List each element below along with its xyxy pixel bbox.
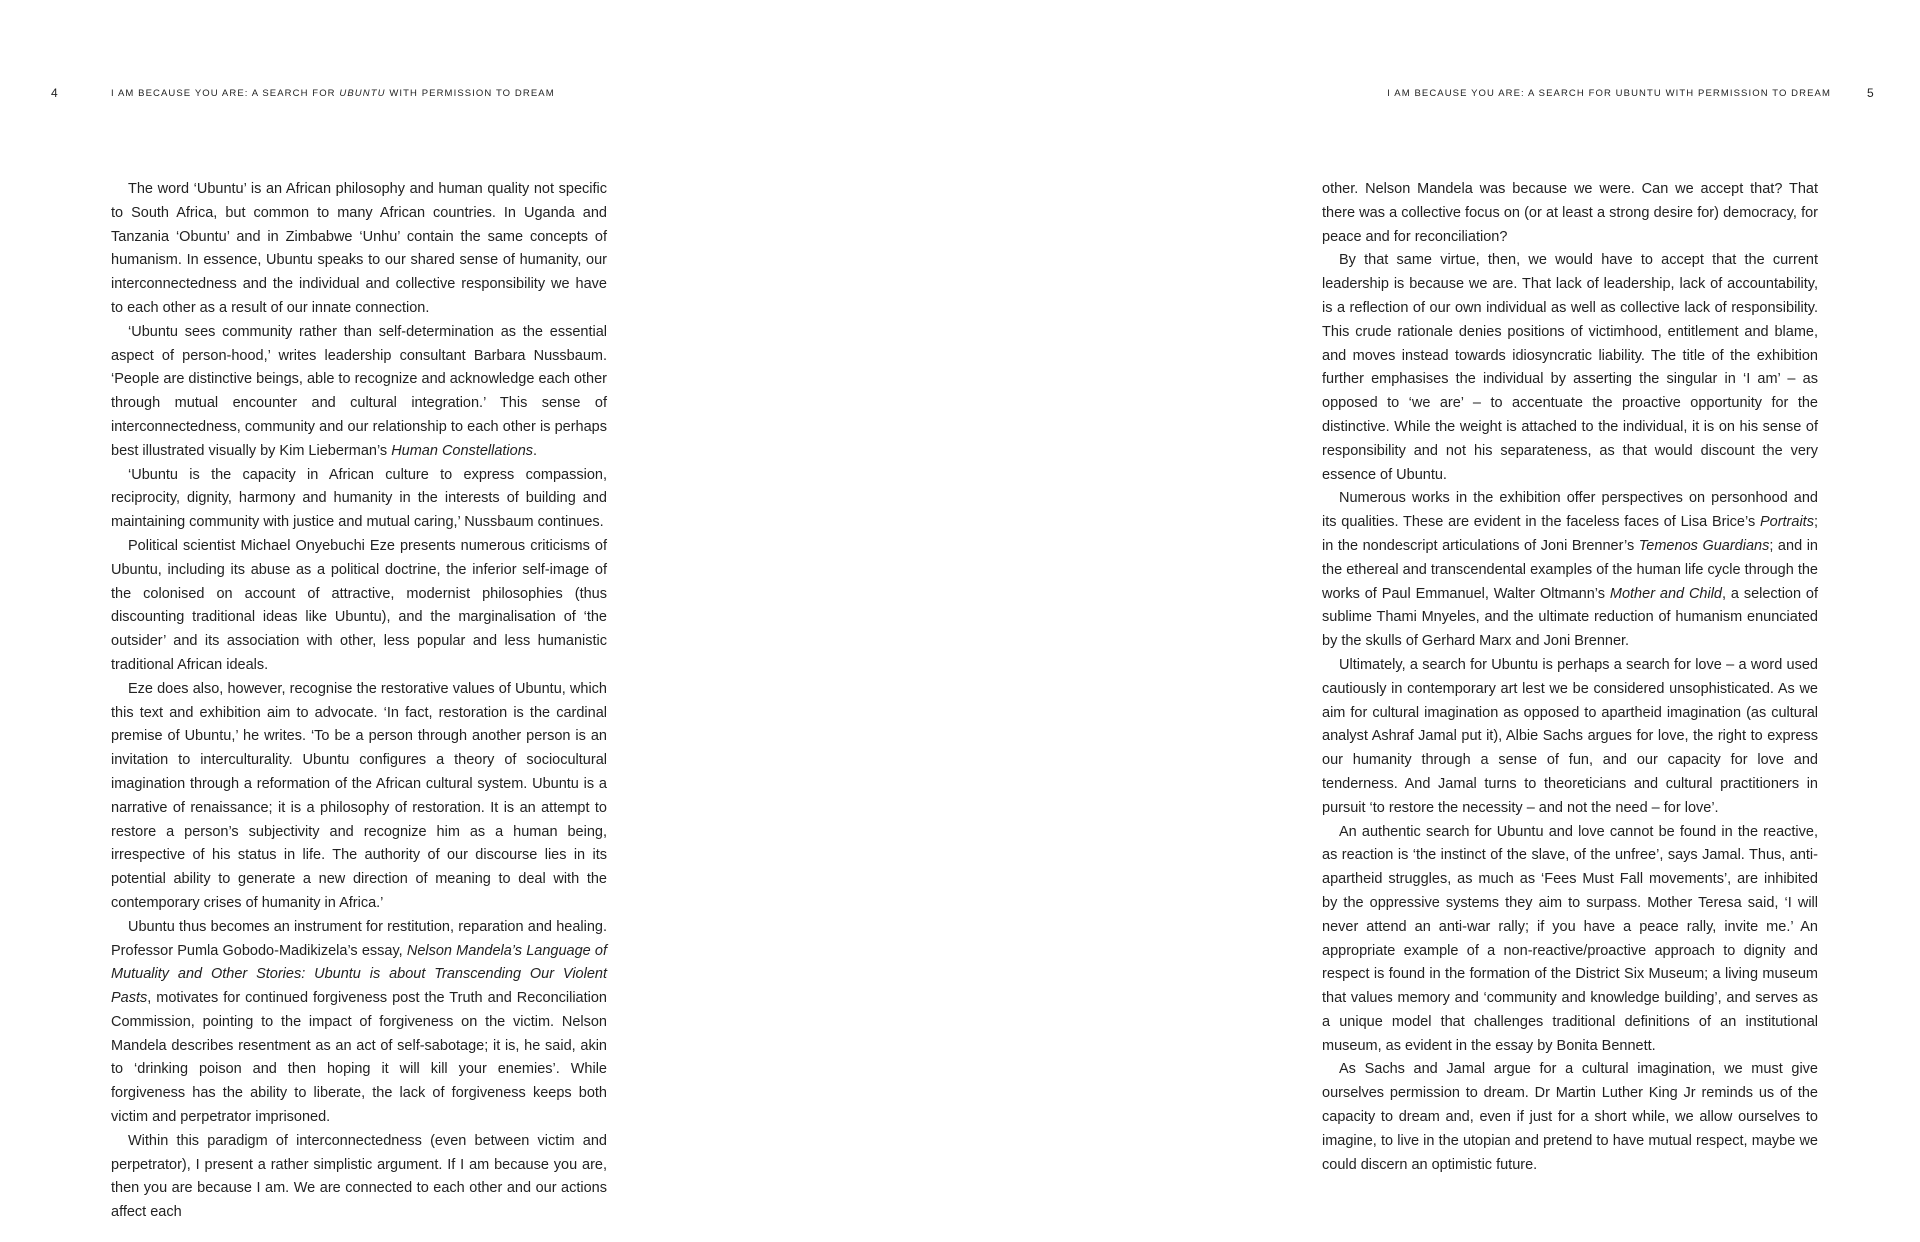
running-head-prefix: I AM BECAUSE YOU ARE: A SEARCH FOR	[111, 88, 340, 99]
page-number: 4	[51, 86, 59, 100]
paragraph: An authentic search for Ubuntu and love cannot be found in the reactive, as reaction is ‘the instinct of the slave, of the unfree’, says Jamal. Thus, anti-apartheid struggles, as much as ‘Fees Must Fall movements’, are inhibited by the oppressive systems they aim to surpass. Mother Teresa said, ‘I will never attend an anti-war rally; if you have a peace rally, invite me.’ An appropriate example of a non-reactive/proactive approach to dignity and respect is found in the formation of the District Six Museum; a living museum that values memory and ‘community and knowledge building’, and serves as a unique model that challenges traditional definitions of an institutional museum, as evident in the essay by Bonita Bennett.	[1322, 823, 1818, 1054]
paragraph: As Sachs and Jamal argue for a cultural imagination, we must give ourselves permission to dream. Dr Martin Luther King Jr reminds us of the capacity to dream and, even if just for a short while, we allow ourselves to imagine, to live in the utopian and pretend to have mutual respect, maybe we could discern an optimistic future.	[1322, 1061, 1818, 1173]
paragraph: By that same virtue, then, we would have to accept that the current leadership is because we are. That lack of leadership, lack of accountability, is a reflection of our own individual as well as collective lack of responsibility. This crude rationale denies positions of victimhood, entitlement and blame, and moves instead towards idiosyncratic liability. The title of the exhibition further emphasises the individual by asserting the singular in ‘I am’ – as opposed to ‘we are’ – to accentuate the proactive opportunity for the distinctive. While the weight is attached to the individual, it is on his sense of responsibility and not his separateness, as that would discount the very essence of Ubuntu.	[1322, 252, 1818, 483]
paragraph	[111, 321, 607, 464]
artwork-title: Temenos Guardians	[1638, 537, 1770, 554]
paragraph: ‘Ubuntu is the capacity in African culture to express compassion, reciprocity, dignity, harmony and humanity in the interests of building and maintaining community with justice and mutual caring,’ Nussbaum continues.	[111, 466, 607, 531]
artwork-title: Portraits	[1759, 514, 1814, 531]
running-head: I AM BECAUSE YOU ARE: A SEARCH FOR UBUNTU WITH PERMISSION TO DREAM	[1387, 88, 1831, 99]
running-head	[111, 88, 555, 99]
body-text	[1322, 178, 1818, 1177]
paragraph	[111, 916, 607, 1130]
text-run: Numerous works in the exhibition offer perspectives on personhood and its qualities. These are evident in the faceless faces of Lisa Brice’s	[1322, 490, 1818, 531]
paragraph: Within this paradigm of interconnectedness (even between victim and perpetrator), I present a rather simplistic argument. If I am because you are, then you are because I am. We are connected to each other and our actions affect each	[111, 1132, 607, 1221]
paragraph: Ultimately, a search for Ubuntu is perhaps a search for love – a word used cautiously in contemporary art lest we be considered unsophisticated. As we aim for cultural imagination as opposed to apartheid imagination (as cultural analyst Ashraf Jamal put it), Albie Sachs argues for love, the right to express our humanity through a sense of fun, and our capacity for love and tenderness. And Jamal turns to theoreticians and cultural practitioners in pursuit ‘to restore the necessity – and not the need – for love’.	[1322, 656, 1818, 816]
page-number: 5	[1867, 86, 1875, 100]
essay-title: Nelson Mandela’s Language of Mutuality and Other Stories: Ubuntu is about Transcending Our Violent Pasts	[111, 942, 607, 1007]
paragraph: Eze does also, however, recognise the restorative values of Ubuntu, which this text and exhibition aim to advocate. ‘In fact, restoration is the cardinal premise of Ubuntu,’ he writes. ‘To be a person through another person is an invitation to interculturality. Ubuntu configures a theory of sociocultural imagination through a reformation of the African cultural system. Ubuntu is a narrative of renaissance; it is a philosophy of restoration. It is an attempt to restore a person’s subjectivity and recognize him as a human being, irrespective of his status in life. The authority of our discourse lies in its potential ability to generate a new direction of meaning to deal with the contemporary crises of humanity in Africa.’	[111, 680, 607, 911]
right-page	[960, 0, 1920, 1242]
text-run: Ubuntu thus becomes an instrument for restitution, reparation and healing. Professor Pumla Gobodo-Madikizela’s essay,	[111, 918, 607, 959]
paragraph	[1322, 487, 1818, 654]
text-run: ; and in the ethereal and transcendental examples of the human life cycle through the works of Paul Emmanuel, Walter Oltmann’s	[1322, 537, 1818, 602]
running-head-italic: UBUNTU	[339, 88, 386, 99]
artwork-title: Human Constellations	[391, 442, 534, 459]
body-text	[111, 178, 607, 1225]
running-head-suffix: WITH PERMISSION TO DREAM	[385, 88, 555, 99]
text-run: ; in the nondescript articulations of Joni Brenner’s	[1322, 514, 1818, 554]
text-run: , motivates for continued forgiveness post the Truth and Reconciliation Commission, pointing to the impact of forgiveness on the victim. Nelson Mandela describes resentment as an act of self-sabotage; it is, he said, akin to ‘drinking poison and then hoping it will kill your enemies’. While forgiveness has the ability to liberate, the lack of forgiveness keeps both victim and perpetrator imprisoned.	[111, 990, 607, 1126]
paragraph: The word ‘Ubuntu’ is an African philosophy and human quality not specific to South Africa, but common to many African countries. In Uganda and Tanzania ‘Obuntu’ and in Zimbabwe ‘Unhu’ contain the same concepts of humanism. In essence, Ubuntu speaks to our shared sense of humanity, our interconnectedness and the individual and collective responsibility we have to each other as a result of our innate connection.	[111, 181, 607, 316]
text-run: .	[533, 442, 538, 459]
artwork-title: Mother and Child	[1609, 585, 1722, 602]
paragraph: Political scientist Michael Onyebuchi Eze presents numerous criticisms of Ubuntu, including its abuse as a political doctrine, the inferior self-image of the colonised on account of attractive, modernist philosophies (thus discounting traditional ideas like Ubuntu), and the marginalisation of ‘the outsider’ and its association with other, less popular and less humanistic traditional African ideals.	[111, 537, 607, 673]
paragraph-continued: other. Nelson Mandela was because we were. Can we accept that? That there was a collective focus on (or at least a strong desire for) democracy, for peace and for reconciliation?	[1322, 181, 1818, 245]
text-run: ‘Ubuntu sees community rather than self-determination as the essential aspect of person-hood,’ writes leadership consultant Barbara Nussbaum. ‘People are distinctive beings, able to recognize and acknowledge each other through mutual encounter and cultural integration.’ This sense of interconnectedness, community and our relationship to each other is perhaps best illustrated visually by Kim Lieberman’s	[111, 323, 607, 459]
text-run: , a selection of sublime Thami Mnyeles, and the ultimate reduction of humanism enunciated by the skulls of Gerhard Marx and Joni Brenner.	[1322, 585, 1819, 650]
